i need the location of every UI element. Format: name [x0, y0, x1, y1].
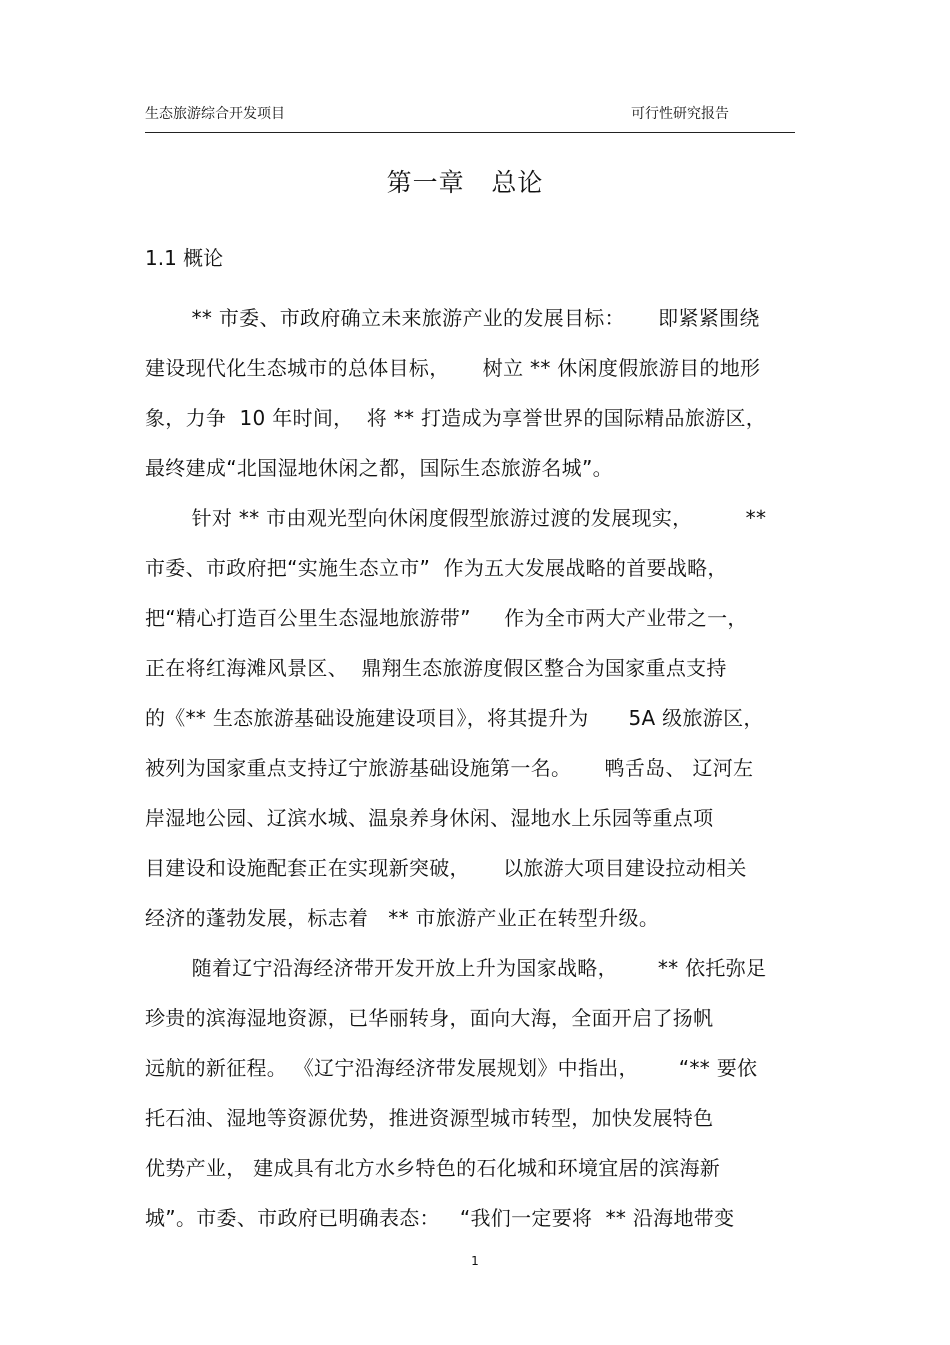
body-line: 被列为国家重点支持辽宁旅游基础设施第一名。 鸭舌岛、 辽河左: [145, 756, 754, 780]
page-number: 1: [471, 1254, 479, 1268]
body-line: 正在将红海滩风景区、 鼎翔生态旅游度假区整合为国家重点支持: [145, 656, 727, 680]
body-line: ** 市委、市政府确立未来旅游产业的发展目标： 即紧紧围绕: [145, 306, 760, 330]
body-line: 最终建成“北国湿地休闲之都，国际生态旅游名城”。: [145, 456, 613, 480]
body-line: 远航的新征程。 《辽宁沿海经济带发展规划》中指出， “** 要依: [145, 1056, 758, 1080]
body-line: 市委、市政府把“实施生态立市” 作为五大发展战略的首要战略，: [145, 556, 728, 580]
body-line: 经济的蓬勃发展，标志着 ** 市旅游产业正在转型升级。: [145, 906, 660, 930]
body-line: 建设现代化生态城市的总体目标， 树立 ** 休闲度假旅游目的地形: [145, 356, 761, 380]
body-line: 象，力争 10 年时间， 将 ** 打造成为享誉世界的国际精品旅游区，: [145, 406, 767, 430]
page-header: [145, 104, 795, 133]
section-heading: 1.1 概论: [145, 246, 224, 270]
body-line: 优势产业， 建成具有北方水乡特色的石化城和环境宜居的滨海新: [145, 1156, 721, 1180]
body-line: 托石油、湿地等资源优势，推进资源型城市转型，加快发展特色: [145, 1106, 714, 1130]
header-report-type: 可行性研究报告: [631, 106, 729, 122]
body-line: 把“精心打造百公里生态湿地旅游带” 作为全市两大产业带之一，: [145, 606, 748, 630]
header-project-name: 生态旅游综合开发项目: [145, 106, 285, 122]
body-line: 城”。市委、市政府已明确表态： “我们一定要将 ** 沿海地带变: [145, 1206, 735, 1230]
body-line: 岸湿地公园、辽滨水城、温泉养身休闲、湿地水上乐园等重点项: [145, 806, 714, 830]
body-line: 针对 ** 市由观光型向休闲度假型旅游过渡的发展现实， **: [145, 506, 767, 530]
chapter-title: 第一章 总论: [386, 168, 544, 197]
body-line: 目建设和设施配套正在实现新突破， 以旅游大项目建设拉动相关: [145, 856, 747, 880]
body-line: 随着辽宁沿海经济带开发开放上升为国家战略， ** 依托弥足: [145, 956, 767, 980]
body-line: 的《** 生态旅游基础设施建设项目》，将其提升为 5A 级旅游区，: [145, 706, 764, 730]
body-line: 珍贵的滨海湿地资源，已华丽转身，面向大海，全面开启了扬帆: [145, 1006, 714, 1030]
